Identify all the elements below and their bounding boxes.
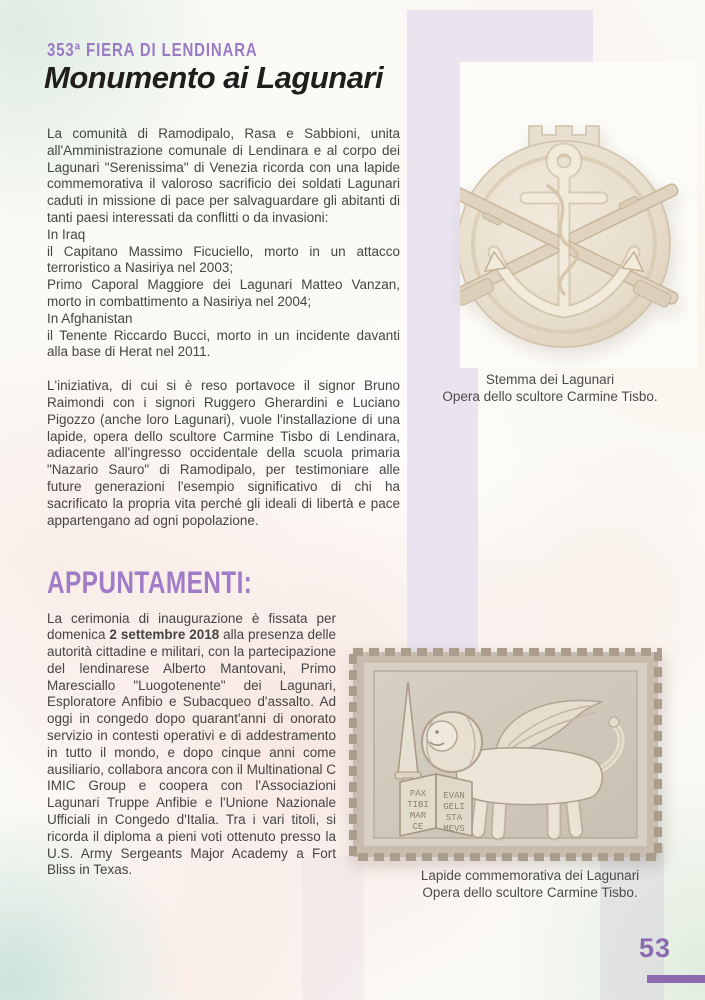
- appointments-text-before: La cerimonia di inaugurazione è fissata per domenica: [47, 610, 336, 643]
- stemma-caption: [400, 371, 700, 405]
- lion-face: [427, 721, 457, 751]
- page-number: 53: [638, 933, 672, 963]
- stemma-caption-line1: Stemma dei Lagunari: [485, 372, 615, 387]
- article-column: [47, 126, 400, 529]
- stemma-caption-line2: Opera dello scultore Carmine Tisbo.: [442, 389, 658, 404]
- lapide-caption-line1: Lapide commemorativa dei Lagunari: [420, 868, 640, 883]
- book-text: MEVS: [443, 824, 465, 834]
- article-paragraph-1: La comunità di Ramodipalo, Rasa e Sabbioni, unita all'Amministrazione comunale di Lendinara e al corpo dei Lagunari "Serenissima" di Venezia ricorda con una lapide commemorativa il valoroso sacrificio dei soldati Lagunari caduti in missione di pace per salvaguardare gli abitanti di tanti paesi interessati da conflitti o da invasioni:: [47, 126, 400, 225]
- page-number-bar: [647, 975, 705, 983]
- memorial-line: il Tenente Riccardo Bucci, morto in un incidente davanti alla base di Herat nel 2011.: [47, 327, 400, 360]
- lagunari-crest-illustration: [460, 62, 697, 368]
- memorial-line: In Afghanistan: [47, 310, 133, 326]
- book-text: TIBI: [407, 800, 429, 810]
- book-text: PAX: [409, 789, 427, 799]
- page-title: Monumento ai Lagunari: [44, 60, 384, 95]
- article-paragraph-2: L'iniziativa, di cui si è reso portavoce il signor Bruno Raimondi con i signori Ruggero Gherardini e Luciano Pigozzo (anche loro Lagunari), vuole l'installazione di una lapide, opera dello scultore Carmine Tisbo di Lendinara, adiacente all'ingresso occidentale della scuola primaria "Nazario Sauro" di Ramodipalo, per testimoniare alle future generazioni l'esempio significativo di chi ha sacrificato la propria vita perché gli ideali di libertà e pace appartengano ad ogni popolazione.: [47, 378, 400, 528]
- book-text: CE: [412, 822, 424, 832]
- book-text: GELI: [443, 802, 465, 812]
- open-book-shape: [400, 774, 472, 836]
- appointments-heading: APPUNTAMENTI:: [47, 565, 253, 601]
- memorial-line: il Capitano Massimo Ficuciello, morto in un attacco terroristico a Nasiriya nel 2003;: [47, 243, 400, 276]
- book-text: STA: [445, 813, 463, 823]
- winged-lion-plaque-illustration: [348, 646, 663, 863]
- lavender-stripe-horizontal: [407, 10, 593, 62]
- book-text: MAR: [409, 811, 427, 821]
- figure-stemma-photo: [460, 62, 697, 368]
- appointments-date: 2 settembre 2018: [109, 627, 220, 643]
- lapide-caption-line2: Opera dello scultore Carmine Tisbo.: [422, 885, 638, 900]
- appointments-text-after: alla presenza delle autorità cittadine e militari, con la partecipazione del lendinarese Alberto Mantovani, Primo Maresciallo "Luogotenente" dei Lagunari, Esploratore Anfibio e Subacqueo d'assalto. Ad oggi in congedo dopo quarant'anni di onorato servizio in contesti operativi e di addestramento in tutto il mondo, e dopo cinque anni come ausiliario, collabora ancora con il Multinational C IMIC Group e coopera con l'Associazioni Lagunari Truppe Anfibie e l'Unione Nazionale Ufficiali in Congedo d'Italia. Tra i vari titoli, si ricorda il diploma a pieni voti ottenuto presso la U.S. Army Sergeants Major Academy a Fort Bliss in Texas.: [47, 627, 336, 878]
- memorial-line: In Iraq: [47, 226, 86, 242]
- appointments-paragraph: [47, 611, 336, 880]
- appointments-section: [47, 565, 336, 893]
- memorial-line: Primo Caporal Maggiore dei Lagunari Matteo Vanzan, morto in combattimento a Nasiriya nel 2004;: [47, 277, 400, 309]
- eyebrow-heading: 353ª FIERA DI LENDINARA: [47, 40, 258, 61]
- figure-lapide-photo: [348, 646, 663, 863]
- book-text: EVAN: [443, 791, 465, 801]
- lapide-caption: [365, 867, 695, 901]
